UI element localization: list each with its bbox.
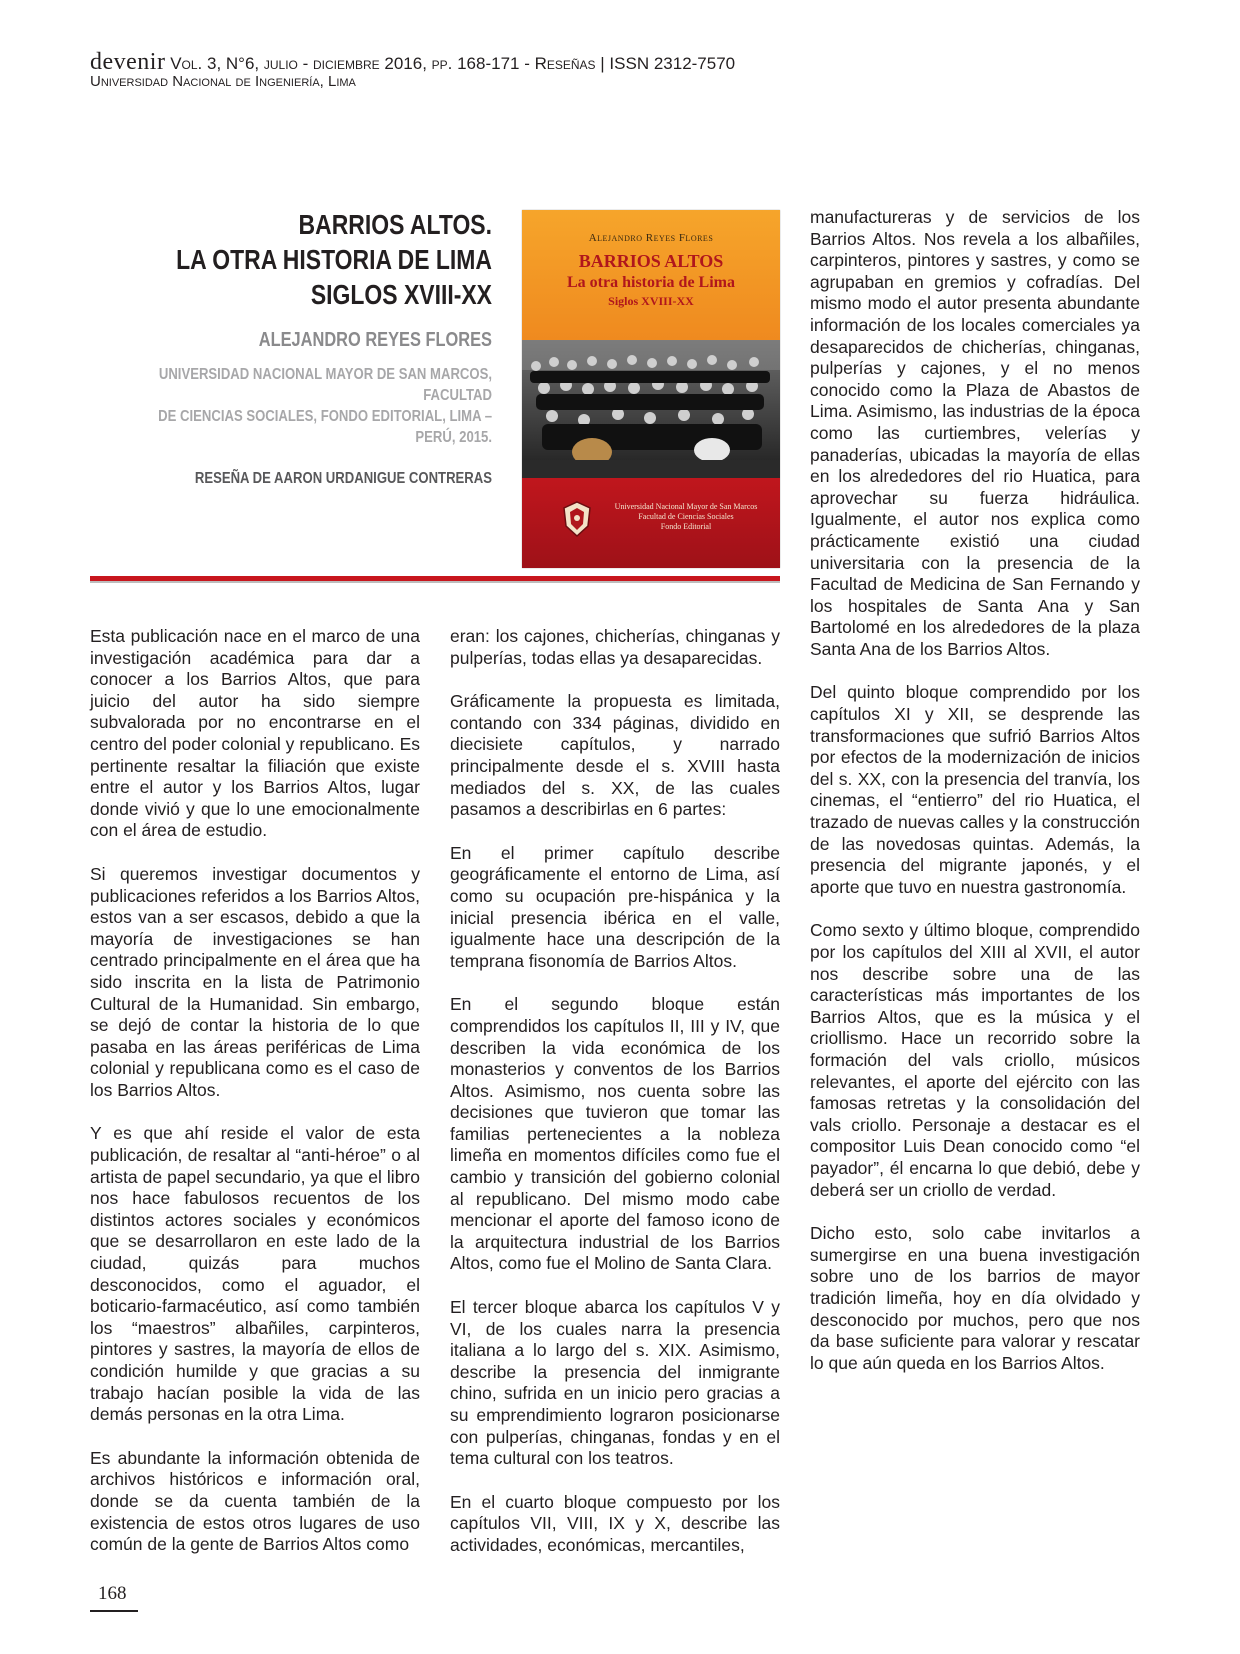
journal-logo: devenir — [90, 49, 166, 75]
paragraph: manufactureras y de servicios de los Barrios Altos. Nos revela a los albañiles, carpinteros, pintores y sastres, y como se agrupaban en gremios y cofradías. Del mismo modo el autor presenta abundante información de los locales comerciales ya desaparecidos de chicherías, chinganas, pulperías y cajones, y el no menos conocido como la Plaza de Abastos de Lima. Asimismo, las industrias de la época como las curtiembres, velerías y panaderías, ubicadas la mayoría de ellas en los alrededores del rio Huatica, para aprovechar su fuerza hidráulica. Igualmente, el autor nos explica como prácticamente existió una ciudad universitaria con la presencia de la Facultad de Medicina de San Fernando y los hospitales de Santa Ana y San Bartolomé en los alrededores de la plaza Santa Ana de los Barrios Altos. — [810, 207, 1140, 659]
cover-institution-line-3: Fondo Editorial — [660, 522, 712, 531]
institution-line: Universidad Nacional de Ingeniería, Lima — [90, 73, 356, 90]
paragraph: Gráficamente la propuesta es limitada, contando con 334 páginas, dividido en diecisiete capítulos, y narrado principalmente desde el s. XVIII hasta mediados del s. XX, de las cuales pasamos a describirlas en 6 partes: — [450, 691, 780, 820]
page-number: 168 — [98, 1583, 127, 1604]
issue-info: Vol. 3, N°6, julio - diciembre 2016, pp. 168-171 - Reseñas | ISSN 2312-7570 — [170, 54, 736, 73]
paragraph: En el cuarto bloque compuesto por los capítulos VII, VIII, IX y X, describe las actividades, económicas, mercantiles, — [450, 1491, 780, 1555]
paragraph: eran: los cajones, chicherías, chinganas y pulperías, todas ellas ya desaparecidas. — [450, 626, 780, 668]
book-title-line-1: BARRIOS ALTOS. — [298, 209, 492, 240]
cover-publisher-panel — [522, 478, 780, 568]
text-column-2 — [450, 626, 780, 1579]
text-column-1 — [90, 626, 420, 1578]
cover-institution-line-2: Facultad de Ciencias Sociales — [638, 512, 734, 521]
paragraph: Es abundante la información obtenida de archivos históricos e información oral, donde se da cuenta también de la existencia de estos otros lugares de uso común de la gente de Barrios Altos como — [90, 1447, 420, 1555]
book-author: ALEJANDRO REYES FLORES — [258, 329, 492, 351]
text-column-3 — [810, 207, 1140, 1396]
paragraph: Como sexto y último bloque, comprendido por los capítulos del XIII al XVII, el autor nos describe sobre una de las características más importantes de los Barrios Altos, que es la música y el criollismo. Hace un recorrido sobre la formación del vals criollo, músicos relevantes, el aporte del ejército con las famosas retretas y la consolidación del vals criollo. Personaje a destacar es el compositor Luis Dean conocido como “el payador”, él encarna lo que debió, debe y deberá ser un criollo de verdad. — [810, 920, 1140, 1200]
book-title-line-2: LA OTRA HISTORIA DE LIMA — [176, 244, 492, 275]
publisher-line-2: DE CIENCIAS SOCIALES, FONDO EDITORIAL, LIMA – PERÚ, 2015. — [158, 408, 492, 446]
cover-period: Siglos XVIII-XX — [608, 294, 694, 308]
cover-title: BARRIOS ALTOS — [578, 251, 724, 271]
book-title-line-3: SIGLOS XVIII-XX — [310, 279, 492, 310]
publisher-info — [131, 364, 492, 448]
reviewer-credit: RESEÑA DE AARON URDANIGUE CONTRERAS — [194, 470, 492, 487]
university-seal-icon — [562, 500, 592, 538]
review-title-block — [52, 207, 492, 488]
group-photo-illustration — [522, 340, 780, 478]
cover-author: Alejandro Reyes Flores — [588, 232, 714, 244]
running-header — [90, 49, 736, 75]
cover-subtitle: La otra historia de Lima — [567, 274, 735, 291]
paragraph: Esta publicación nace en el marco de una investigación académica para dar a conocer a los Barrios Altos, que para juicio del autor ha sido siempre subvalorada por no encontrarse en el centro del poder colonial y republicano. Es pertinente resaltar la filiación que existe entre el autor y los Barrios Altos, lugar donde vivió y que lo une emocionalmente con el área de estudio. — [90, 626, 420, 841]
cover-group-photo — [522, 340, 780, 478]
paragraph: Y es que ahí reside el valor de esta publicación, de resaltar al “anti-héroe” o al artista de papel secundario, ya que el libro nos hace fabulosos recuentos de los distintos actores sociales y económicos que se desarrollaron en este lado de la ciudad, quizás para muchos desconocidos, como el aguador, el boticario-farmacéutico, así como también los “maestros” albañiles, carpinteros, pintores y sastres, la mayoría de ellos de condición humilde y que gracias a su trabajo hacían posible la vida de las demás personas en la otra Lima. — [90, 1123, 420, 1425]
section-divider-gray — [90, 581, 780, 583]
paragraph: En el primer capítulo describe geográficamente el entorno de Lima, así como su ocupación pre-hispánica y la inicial presencia ibérica en el valle, igualmente hace una descripción de la temprana fisonomía de Barrios Altos. — [450, 842, 780, 971]
book-cover-image — [522, 210, 780, 568]
paragraph: Si queremos investigar documentos y publicaciones referidos a los Barrios Altos, estos van a ser escasos, debido a que la mayoría de investigaciones se han centrado principalmente en el área que ha sido inscrita en la lista de Patrimonio Cultural de la Humanidad. Sin embargo, se dejó de contar la historia de lo que pasaba en las áreas periféricas de Lima colonial y republicana como es el caso de los Barrios Altos. — [90, 863, 420, 1100]
paragraph: Del quinto bloque comprendido por los capítulos XI y XII, se desprende las transformaciones que sufrió Barrios Altos por efectos de la modernización de inicios del s. XX, con la presencia del tranvía, los cinemas, el “entierro” del rio Huatica, el trazado de nuevas calles y la construcción de las novedosas quintas. Además, la presencia del migrante japonés, y el aporte que tuvo en nuestra gastronomía. — [810, 682, 1140, 897]
paragraph: En el segundo bloque están comprendidos los capítulos II, III y IV, que describen la vida económica de los monasterios y conventos de los Barrios Altos. Asimismo, nos cuenta sobre las decisiones que tuvieron que tomar las familias pertenecientes a la nobleza limeña en momentos difíciles como fue el cambio y transición del gobierno colonial al republicano. Del mismo modo cabe mencionar el aporte del famoso icono de la arquitectura industrial de los Barrios Altos, como fue el Molino de Santa Clara. — [450, 994, 780, 1274]
cover-institution — [598, 502, 774, 532]
page-number-underline — [90, 1610, 138, 1612]
cover-institution-line-1: Universidad Nacional Mayor de San Marcos — [614, 502, 758, 511]
paragraph: El tercer bloque abarca los capítulos V y VI, de los cuales narra la presencia italiana a lo largo del s. XIX. Asimismo, describe la presencia del inmigrante chino, sufrida en un inicio pero gracias a su emprendimiento lograron posicionarse con pulperías, chinganas, fondas y en el tema cultural con los teatros. — [450, 1297, 780, 1469]
publisher-line-1: UNIVERSIDAD NACIONAL MAYOR DE SAN MARCOS, FACULTAD — [158, 366, 493, 404]
cover-title-panel — [522, 210, 780, 340]
paragraph: Dicho esto, solo cabe invitarlos a sumergirse en una buena investigación sobre uno de los barrios de mayor tradición limeña, hoy en día olvidado y desconocido por muchos, pero que nos da base suficiente para valorar y rescatar lo que aún queda en los Barrios Altos. — [810, 1223, 1140, 1373]
